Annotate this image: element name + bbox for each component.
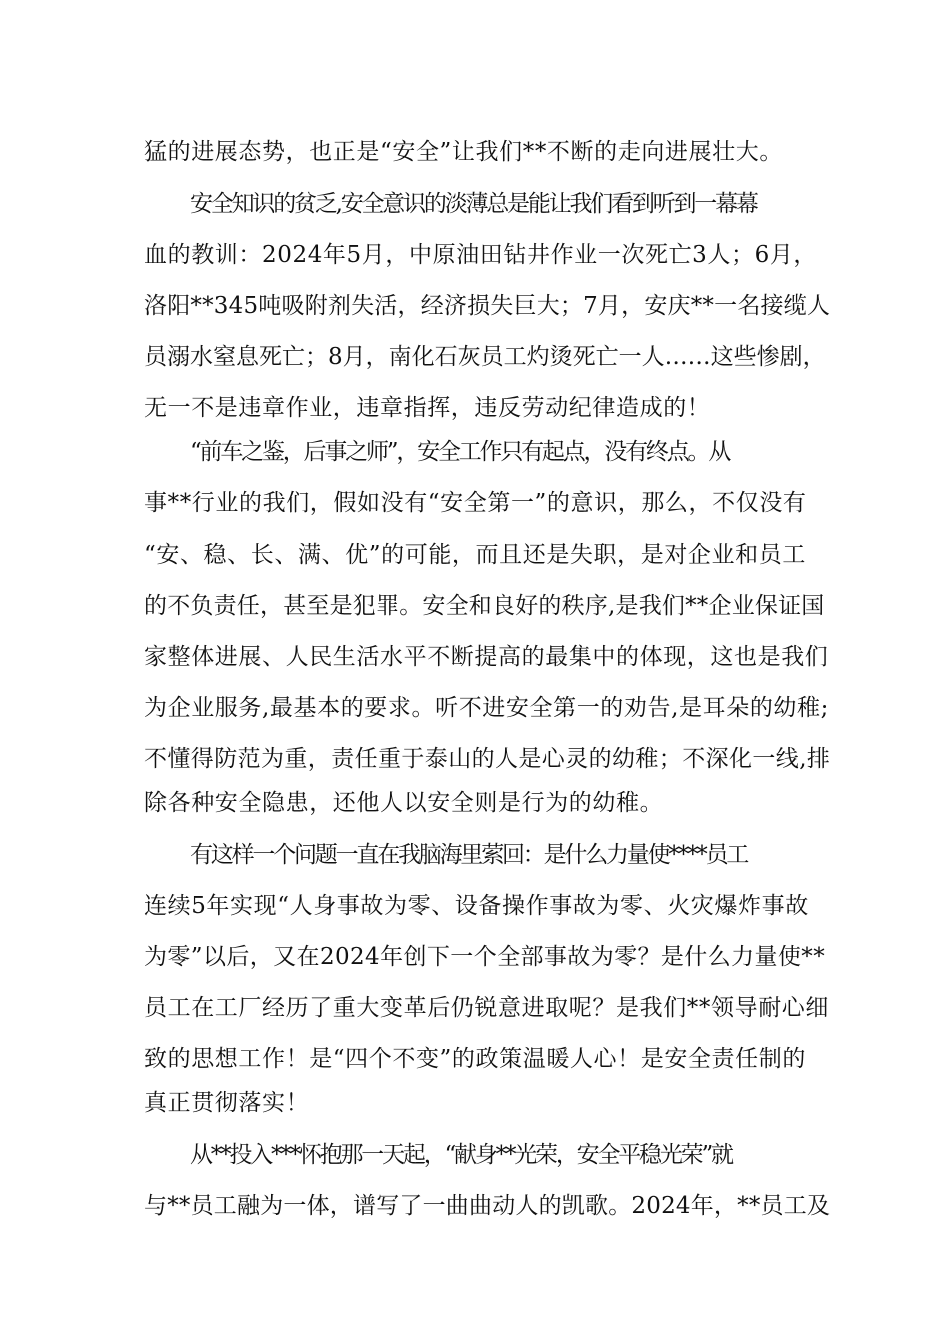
text-line: 血的教训：2024年5月，中原油田钻井作业一次死亡3人；6月，: [144, 242, 818, 268]
text-line: 除各种安全隐患，还他人以安全则是行为的幼稚。: [144, 790, 664, 816]
text-line: 的不负责任，甚至是犯罪。安全和良好的秩序,是我们**企业保证国: [144, 593, 825, 619]
text-line: 员工在工厂经历了重大变革后仍锐意进取呢？是我们**领导耐心细: [144, 995, 829, 1021]
text-line: 为企业服务,最基本的要求。听不进安全第一的劝告,是耳朵的幼稚;: [144, 695, 829, 721]
paragraph-first-line: 有这样一个问题一直在我脑海里萦回：是什么力量使****员工: [190, 842, 748, 868]
text-line: 家整体进展、人民生活水平不断提高的最集中的体现，这也是我们: [144, 644, 829, 670]
text-line: 不懂得防范为重，责任重于泰山的人是心灵的幼稚；不深化一线,排: [144, 746, 831, 772]
text-line: 猛的进展态势，也正是“安全”让我们**不断的走向进展壮大。: [144, 139, 783, 165]
text-line: “安、稳、长、满、优”的可能，而且还是失职，是对企业和员工: [144, 542, 806, 568]
text-line: 与**员工融为一体，谱写了一曲曲动人的凯歌。2024年，**员工及: [144, 1193, 831, 1219]
paragraph-first-line: 从**投入***怀抱那一天起，“献身**光荣，安全平稳光荣”就: [190, 1142, 732, 1168]
text-line: 洛阳**345吨吸附剂失活，经济损失巨大；7月，安庆**一名接缆人: [144, 293, 831, 319]
text-line: 为零”以后，又在2024年创下一个全部事故为零？是什么力量使**: [144, 944, 826, 970]
text-line: 真正贯彻落实！: [144, 1090, 310, 1116]
text-line: 无一不是违章作业，违章指挥，违反劳动纪律造成的！: [144, 395, 711, 421]
text-line: 员溺水窒息死亡；8月，南化石灰员工灼烫死亡一人……这些惨剧，: [144, 344, 826, 370]
paragraph-first-line: “前车之鉴，后事之师”，安全工作只有起点，没有终点。从: [190, 439, 730, 465]
text-line: 致的思想工作！是“四个不变”的政策温暖人心！是安全责任制的: [144, 1046, 806, 1072]
text-line: 连续5年实现“人身事故为零、设备操作事故为零、火灾爆炸事故: [144, 893, 809, 919]
paragraph-first-line: 安全知识的贫乏,安全意识的淡薄总是能让我们看到听到一幕幕: [190, 191, 757, 217]
text-line: 事**行业的我们，假如没有“安全第一”的意识，那么，不仅没有: [144, 490, 807, 516]
